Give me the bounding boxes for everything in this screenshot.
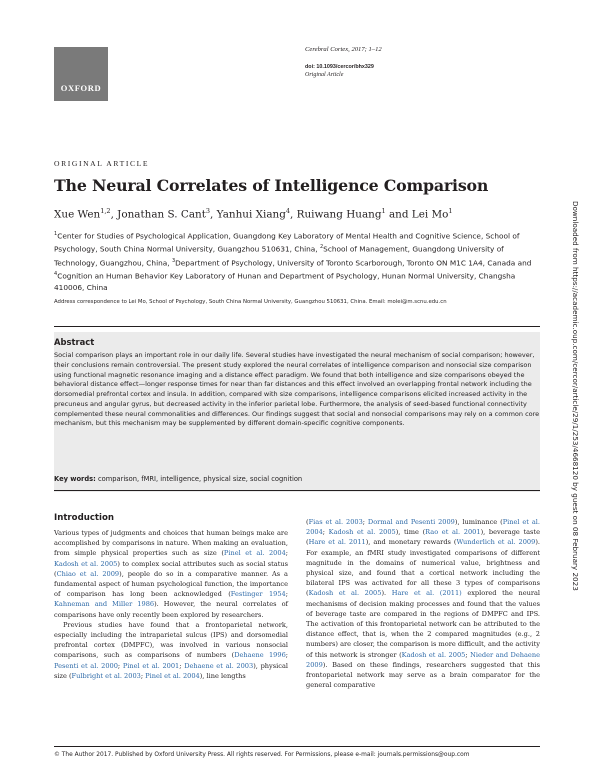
citation-link[interactable]: Fulbright et al. 2003 xyxy=(71,671,141,680)
author-sup: 4 xyxy=(285,207,291,215)
citation-link[interactable]: Kadosh et al. 2005 xyxy=(308,589,382,598)
author-sup: 1 xyxy=(381,207,386,215)
author-sup: 1 xyxy=(448,207,453,215)
citation-link[interactable]: Wunderlich et al. 2009 xyxy=(456,538,536,547)
body-text: ; xyxy=(285,590,288,599)
affil-sup: 4 xyxy=(54,271,58,278)
citation-link[interactable]: Kadosh et al. 2005 xyxy=(401,650,466,659)
author-name[interactable]: Yanhui Xiang xyxy=(216,208,286,221)
body-text: ), line lengths xyxy=(199,671,246,680)
affil-text: Department of Psychology, University of Toronto Scarborough, Toronto ON M1C 1A4, Canada and xyxy=(175,258,532,268)
body-text: ( xyxy=(306,518,309,526)
logo-text: OXFORD xyxy=(60,83,102,93)
journal-citation: Cerebral Cortex, 2017; 1–12 xyxy=(305,46,382,53)
citation-link[interactable]: Dormal and Pesenti 2009 xyxy=(367,518,455,526)
body-text: explored the neural mechanisms of decision making processes and found that the values of beverage taste are compared in the regions of DMPFC and IPS. The activation of this frontoparietal network can be attributed to the distance effect, that is, when the 2 compared magnitudes (e.g., 2 numbers) are closer, the comparison is more difficult, and the activity of this network is stronger ( xyxy=(306,589,541,659)
citation-link[interactable]: Pinel et al. 2004 xyxy=(145,671,200,680)
citation-link[interactable]: Kahneman and Miller 1986 xyxy=(54,600,155,609)
divider-top xyxy=(54,326,540,327)
affil-text: Cognition an Human Behavior Key Laboratory of Hunan and Department of Psychology, Hunan Normal University, Changsha 410006, China xyxy=(54,271,516,293)
citation-link[interactable]: Pinel et al. 2001 xyxy=(122,661,180,670)
body-text: ; xyxy=(179,661,185,670)
author-name[interactable]: Xue Wen xyxy=(54,208,101,221)
citation-link[interactable]: Kadosh et al. 2005 xyxy=(328,528,396,537)
body-text: ; xyxy=(140,671,146,680)
body-text: ), time ( xyxy=(395,528,426,537)
body-text: ) to complex social attributes such as social status ( xyxy=(54,559,288,578)
body-text: ). xyxy=(381,589,392,598)
body-text: ). Based on these findings, researchers suggested that this frontoparietal network may serve as a brain comparator for the general comparative xyxy=(306,660,540,690)
citation-link[interactable]: Fias et al. 2003 xyxy=(308,518,363,526)
column-left xyxy=(54,528,288,681)
paragraph xyxy=(54,528,288,620)
body-text: ), luminance ( xyxy=(454,518,503,526)
citation-link[interactable]: Kadosh et al. 2005 xyxy=(54,559,118,568)
body-text: ; xyxy=(117,661,123,670)
abstract-heading: Abstract xyxy=(54,337,95,347)
author-name[interactable]: Jonathan S. Cant xyxy=(117,208,206,221)
citation-link[interactable]: Dehaene 1996 xyxy=(234,651,286,660)
copyright-footer: © The Author 2017. Published by Oxford University Press. All rights reserved. For Permissions, please e-mail: journals.permissions@oup.com xyxy=(54,752,470,758)
download-stamp: Downloaded from https://academic.oup.com/cercor/article/29/1/253/4668120 by guest on 08 February 2023 xyxy=(571,201,580,591)
keywords xyxy=(54,475,540,483)
body-text: ), and monetary rewards ( xyxy=(365,538,457,547)
column-right xyxy=(306,517,540,690)
keywords-label: Key words: xyxy=(54,475,96,483)
body-text: Previous studies have found that a frontoparietal network, especially including the intraparietal sulcus (IPS) and dorsomedial prefrontal cortex (DMPFC), was involved in various nonsocial comparisons, such as comparisons of numbers ( xyxy=(54,620,288,660)
body-text: ; xyxy=(285,549,288,558)
affil-text: Center for Studies of Psychological Application, Guangdong Key Laboratory of Mental Health and Cognitive Science, School of Psychology, South China Normal University, Guangzhou 510631, China, xyxy=(54,231,520,254)
citation-link[interactable]: Hare et al. 2011 xyxy=(308,538,366,547)
keywords-text: comparison, fMRI, intelligence, physical size, social cognition xyxy=(95,475,303,483)
citation-link[interactable]: Pesenti et al. 2000 xyxy=(54,661,118,670)
paper-title: The Neural Correlates of Intelligence Comparison xyxy=(54,176,489,195)
citation-link[interactable]: Hare et al. (2011) xyxy=(391,589,462,598)
body-text: ), people do so in a comparative manner. As a fundamental aspect of human psychological function, the importance of comparison has long been acknowledged ( xyxy=(54,569,288,599)
body-text: ). However, the neural correlates of comparisons have only recently been explored by researchers. xyxy=(54,600,288,619)
section-label: ORIGINAL ARTICLE xyxy=(54,159,150,168)
citation-link[interactable]: Pinel et al. 2004 xyxy=(223,549,286,558)
correspondence-address: Address correspondence to Lei Mo, School of Psychology, South China Normal University, Guangzhou 510631, China. Email: molei@m.scnu.edu.cn xyxy=(54,299,447,305)
citation-link[interactable]: Nieder and Dehaene 2009 xyxy=(306,650,540,669)
affil-sup: 2 xyxy=(319,244,324,251)
paragraph xyxy=(306,517,540,690)
affil-sup: 3 xyxy=(171,257,176,264)
divider-bottom xyxy=(54,490,540,491)
affil-text: School of Management, Guangdong University of Technology, Guangzhou, China, xyxy=(54,244,504,268)
citation-link[interactable]: Dehaene et al. 2003 xyxy=(184,661,254,670)
abstract-text: Social comparison plays an important role in our daily life. Several studies have investigated the neural mechanism of social comparison; however, their conclusions remain controversial. The present study explored the neural correlates of intelligence comparison and nonsocial size comparison using functional magnetic resonance imaging and a distance effect paradigm. We found that both intelligence and size comparisons obeyed the behavioral distance effect—longer response times for near than far distances and this effect involved an overlapping frontal network including the dorsomedial prefrontal cortex and insula. In addition, compared with size comparisons, intelligence comparisons elicited increased activity in the precuneus and angular gyrus, but decreased activity in the inferior parietal lobe. Furthermore, the analysis of seed-based functional connectivity complemented these neural commonalities and differences. Our findings suggest that social and nonsocial comparisons may rely on a common core mechanism, but this mechanism may be supplemented by different domain-specific cognitive components. xyxy=(54,351,540,428)
citation-link[interactable]: Rao et al. 2001 xyxy=(425,528,481,537)
journal-info xyxy=(305,46,545,79)
body-text: Various types of judgments and choices that human beings make are accomplished by comparisons in nature. When making an evaluation, from simple physical properties such as size ( xyxy=(54,529,288,558)
affil-sup: 1 xyxy=(54,231,58,237)
introduction-heading: Introduction xyxy=(54,513,115,523)
citation-link[interactable]: Chiao et al. 2009 xyxy=(56,569,120,578)
author-name[interactable]: Lei Mo xyxy=(411,208,449,221)
author-sup: 3 xyxy=(205,207,211,215)
body-text: ; xyxy=(465,650,471,659)
body-text: ), physical size ( xyxy=(54,661,288,680)
paragraph xyxy=(54,620,288,681)
body-text: ). For example, an fMRI study investigated comparisons of different magnitude in the domains of numerical value, brightness and physical size, and found that a cortical network including the bilateral IPS was activated for all these 3 types of comparisons ( xyxy=(306,538,540,598)
affiliations xyxy=(54,229,540,294)
author-sup: 1,2 xyxy=(100,207,111,215)
article-type: Original Article xyxy=(305,72,344,78)
oxford-logo xyxy=(54,47,108,101)
citation-link[interactable]: Festinger 1954 xyxy=(230,590,286,599)
author-name[interactable]: Ruiwang Huang xyxy=(296,208,382,221)
divider-footer xyxy=(54,746,540,747)
body-text: ; xyxy=(322,528,329,537)
citation-link[interactable]: Pinel et al. 2004 xyxy=(306,518,540,537)
body-text: ), beverage taste ( xyxy=(306,528,540,547)
author-list: Xue Wen$^{1,2}$, Jonathan S. Cant$^3$, Yanhui Xiang$^4$, Ruiwang Huang$^1$ and Lei Mo$^1$ xyxy=(54,207,453,221)
body-text: ; xyxy=(362,518,368,526)
body-text: ; xyxy=(285,651,289,660)
doi-link[interactable]: doi: 10.1093/cercor/bhx329 xyxy=(305,64,374,70)
